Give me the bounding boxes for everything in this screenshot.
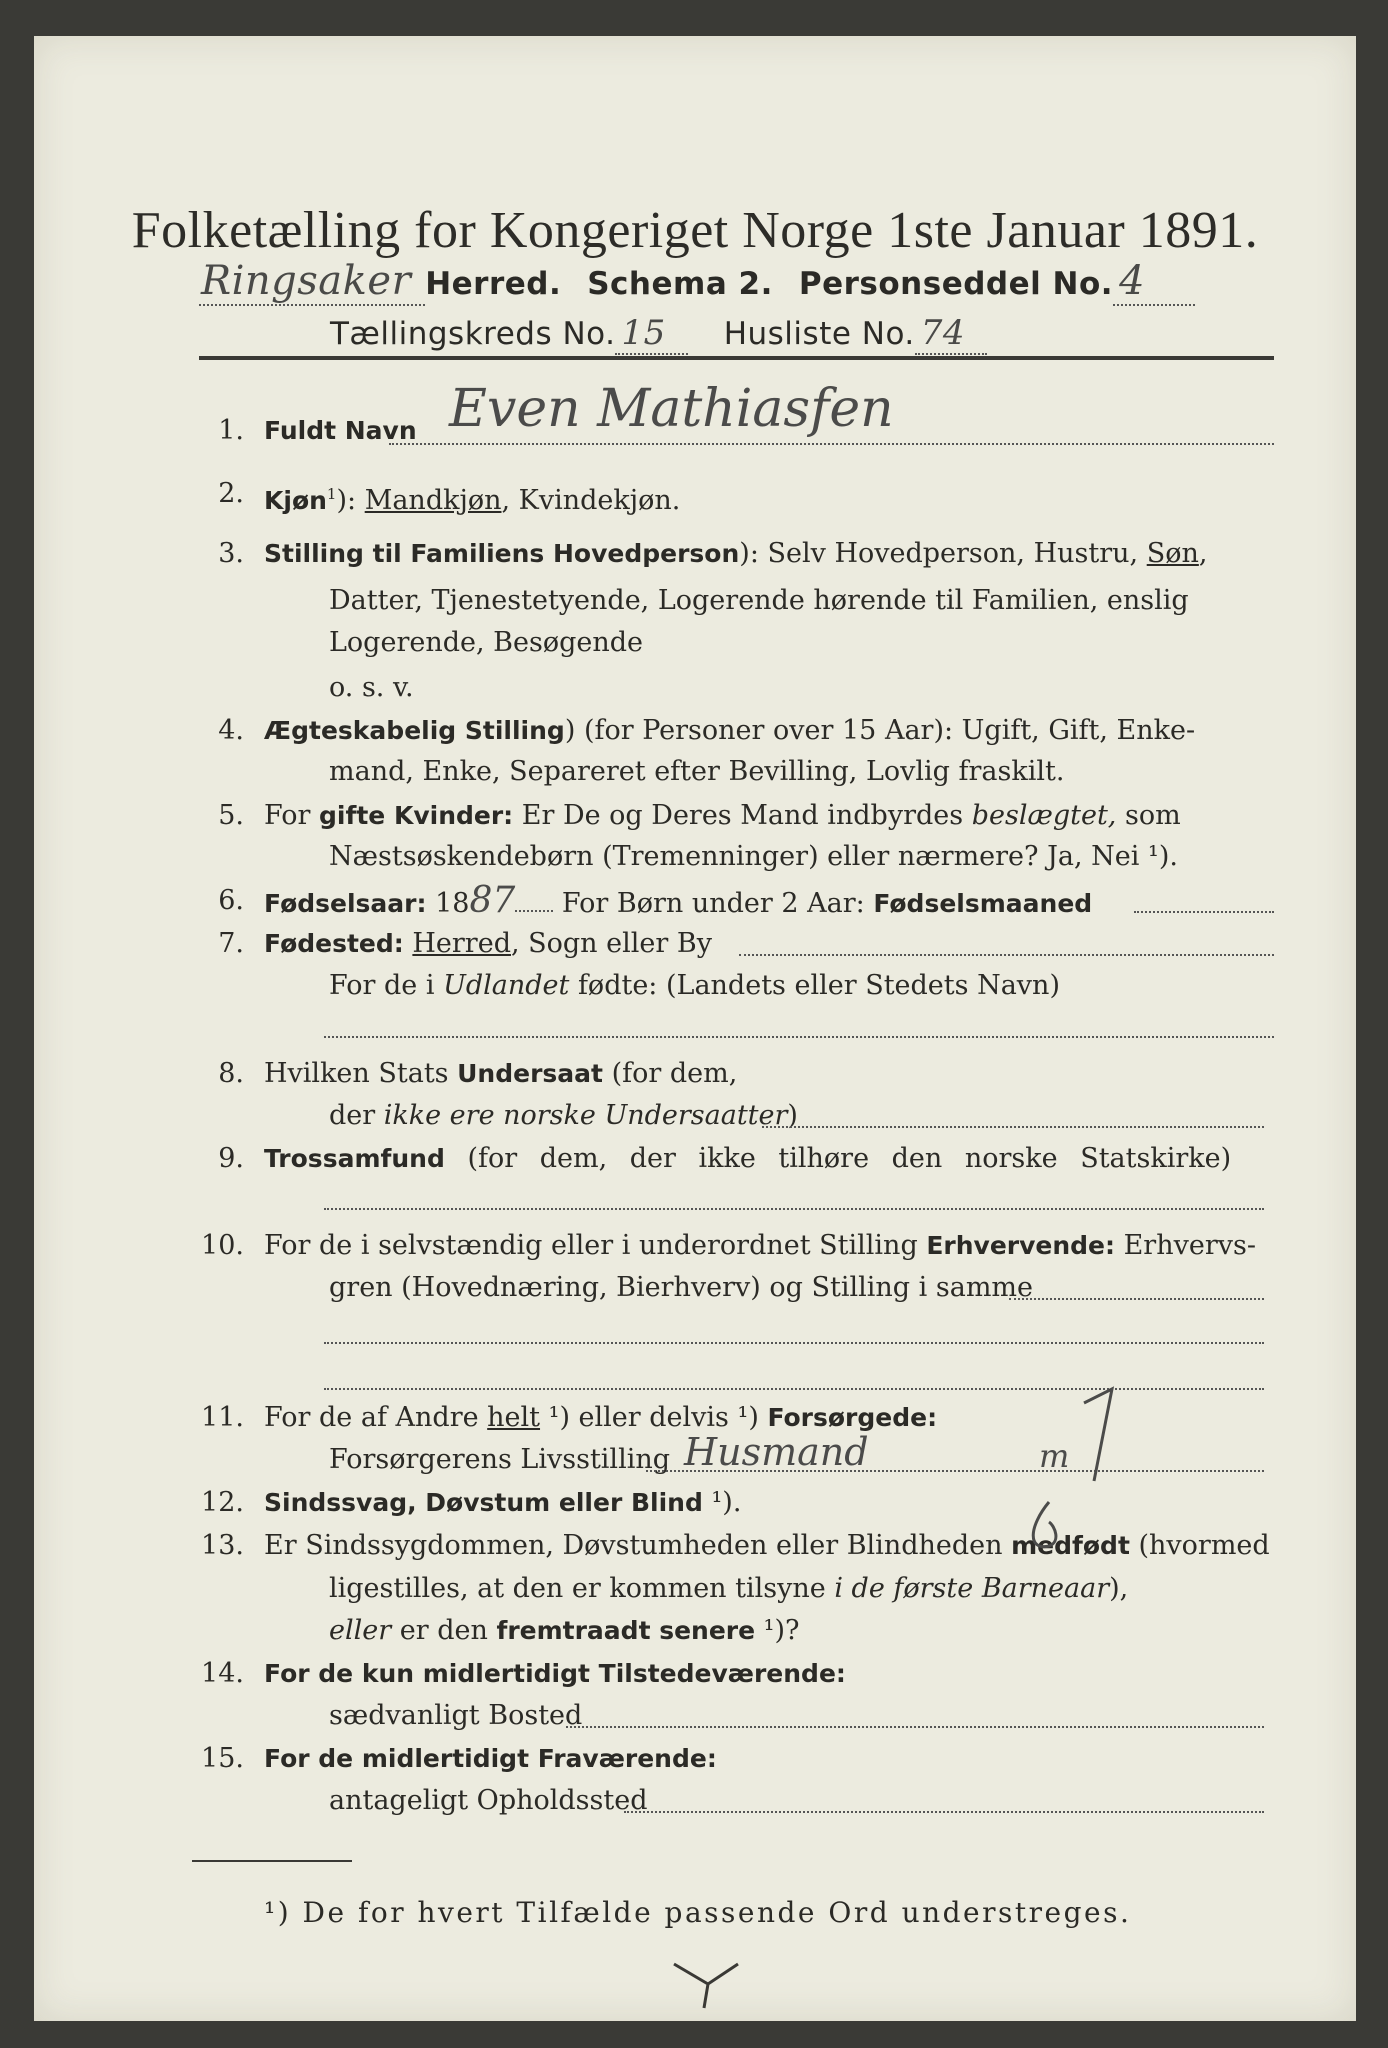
text: (hvormed [1129, 1530, 1270, 1561]
text: Forsørgerens Livsstilling [329, 1444, 671, 1475]
text: Datter, Tjenestetyende, Logerende hørende til Familien, enslig [329, 585, 1189, 616]
form-title: Folketælling for Kongeriget Norge 1ste Januar 1891. [131, 202, 1259, 259]
support-option-helt: helt [487, 1402, 541, 1433]
text: i de første Barneaar [834, 1573, 1110, 1604]
text: eller [329, 1615, 392, 1646]
text: ikke ere norske Undersaatter [383, 1100, 788, 1131]
citizenship-line [762, 1126, 1264, 1128]
footnote: ¹) De for hvert Tilfælde passende Ord understreges. [264, 1896, 1132, 1929]
header-rule [199, 356, 1274, 360]
birthplace-label: Fødested: [264, 929, 404, 958]
item-number: 7. [218, 928, 244, 959]
position-option-son: Søn [1146, 538, 1199, 569]
usual-residence-line [566, 1726, 1264, 1728]
text: antageligt Opholdssted [329, 1785, 648, 1816]
text: Er Sindssygdommen, Døvstumheden eller Blindheden [264, 1530, 1012, 1561]
temporary-absent-label: For de midlertidigt Fraværende: [264, 1744, 717, 1773]
birthplace-line [739, 954, 1274, 956]
text: o. s. v. [329, 672, 414, 703]
supporter-mark: m [1039, 1437, 1070, 1475]
birth-year-value: 87 [469, 880, 516, 921]
text: som [1116, 800, 1181, 831]
item-number: 10. [201, 1230, 244, 1261]
text: (for dem, [602, 1058, 738, 1089]
later-onset-label: fremtraadt senere [496, 1616, 756, 1645]
header-line-1 [199, 258, 1195, 306]
header-line-2 [330, 313, 987, 355]
item-number: 13. [201, 1530, 244, 1561]
text: (for dem, der ikke tilhøre den norske Statskirke) [444, 1143, 1232, 1174]
birth-month-line [1134, 911, 1274, 913]
text: Erhvervs- [1115, 1230, 1256, 1261]
text: ) [787, 1100, 798, 1131]
text: ): Selv Hovedperson, Hustru, [739, 538, 1147, 569]
disability-label: Sindssvag, Døvstum eller Blind [264, 1488, 703, 1517]
text: For de i selvstændig eller i underordnet Stilling [264, 1230, 927, 1261]
item-number: 8. [218, 1058, 244, 1089]
text: sædvanligt Bosted [329, 1700, 583, 1731]
text: 18 [426, 888, 470, 919]
personseddel-number: 4 [1113, 258, 1195, 306]
sex-option-male: Mandkjøn [364, 485, 502, 516]
text: mand, Enke, Separeret efter Bevilling, Lovlig fraskilt. [329, 756, 1065, 787]
religion-label: Trossamfund [264, 1144, 445, 1173]
temporary-present-label: For de kun midlertidigt Tilstedeværende: [264, 1659, 846, 1688]
text: ligestilles, at den er kommen tilsyne [329, 1573, 835, 1604]
supporter-occupation-value: Husmand [684, 1430, 869, 1474]
family-position-label: Stilling til Familiens Hovedperson [264, 539, 740, 568]
text: er den [391, 1615, 497, 1646]
religion-line [324, 1208, 1264, 1210]
birth-year-label: Fødselsaar: [264, 889, 427, 918]
citizenship-label: Undersaat [457, 1059, 603, 1088]
item-number: 2. [218, 478, 244, 509]
item-number: 4. [218, 715, 244, 746]
text: der [329, 1100, 384, 1131]
text: ): [336, 485, 365, 516]
kreds-label: Tællingskreds No. [330, 316, 616, 352]
schema-label: Schema 2. [587, 266, 773, 302]
sex-option-female: , Kvindekjøn. [501, 485, 681, 516]
text: ) (for Personer over 15 Aar): Ugift, Gift, Enke- [564, 715, 1196, 746]
kreds-number: 15 [615, 313, 687, 355]
married-women-label: gifte Kvinder: [319, 801, 514, 830]
text: ¹). [702, 1487, 742, 1518]
text: gren (Hovednæring, Bierhverv) og Stilling i samme [329, 1272, 1034, 1303]
birth-month-label: Fødselsmaaned [873, 889, 1093, 918]
full-name-label: Fuldt Navn [264, 416, 417, 445]
full-name-value: Even Mathiasfen [449, 379, 894, 439]
text: Er De og Deres Mand indbyrdes [513, 800, 972, 831]
item-number: 5. [218, 800, 244, 831]
marital-status-label: Ægteskabelig Stilling [264, 716, 565, 745]
text: Hvilken Stats [264, 1058, 458, 1089]
birthplace-option-herred: Herred [412, 928, 511, 959]
text: ¹) eller delvis ¹) [540, 1402, 768, 1433]
item-number: 6. [218, 885, 244, 916]
bottom-mark [664, 1956, 754, 2016]
occupation-line-2 [324, 1342, 1264, 1344]
footnote-ref: 1 [326, 485, 337, 503]
item-number: 14. [201, 1658, 244, 1689]
item-number: 11. [201, 1402, 244, 1433]
text: For [264, 800, 320, 831]
supported-label: Forsørgede: [767, 1403, 938, 1432]
text: Udlandet [443, 970, 570, 1001]
congenital-label: medfødt [1011, 1531, 1130, 1560]
text: fødte: (Landets eller Stedets Navn) [569, 970, 1060, 1001]
occupation-line-1 [1009, 1298, 1264, 1300]
footnote-rule [192, 1860, 352, 1862]
text: ), [1109, 1573, 1129, 1604]
item-number: 1. [218, 415, 244, 446]
text: , [1198, 538, 1208, 569]
text: For de i [329, 970, 444, 1001]
text: For Børn under 2 Aar: [553, 888, 874, 919]
probable-residence-line [624, 1811, 1264, 1813]
full-name-line [389, 443, 1274, 445]
text: For de af Andre [264, 1402, 488, 1433]
personseddel-label: Personseddel No. [798, 266, 1114, 302]
handwritten-mark [1019, 1496, 1069, 1566]
handwritten-tick-mark [1064, 1381, 1144, 1491]
text: Logerende, Besøgende [329, 627, 643, 658]
husliste-number: 74 [915, 313, 987, 355]
husliste-label: Husliste No. [723, 316, 915, 352]
text: ¹)? [755, 1615, 800, 1646]
herred-name-handwritten: Ringsaker [199, 258, 425, 306]
text: , Sogn eller By [510, 928, 712, 959]
occupation-label: Erhvervende: [926, 1231, 1116, 1260]
foreign-birthplace-line [324, 1036, 1274, 1038]
item-number: 12. [201, 1487, 244, 1518]
text: Næstsøskendebørn (Tremenninger) eller nærmere? Ja, Nei ¹). [329, 841, 1178, 872]
item-number: 15. [201, 1743, 244, 1774]
item-number: 3. [218, 538, 244, 569]
item-number: 9. [218, 1143, 244, 1174]
herred-label: Herred. [425, 266, 562, 302]
census-form-sheet [34, 36, 1356, 2021]
text: beslægtet, [971, 800, 1117, 831]
sex-label: Kjøn [264, 486, 327, 515]
